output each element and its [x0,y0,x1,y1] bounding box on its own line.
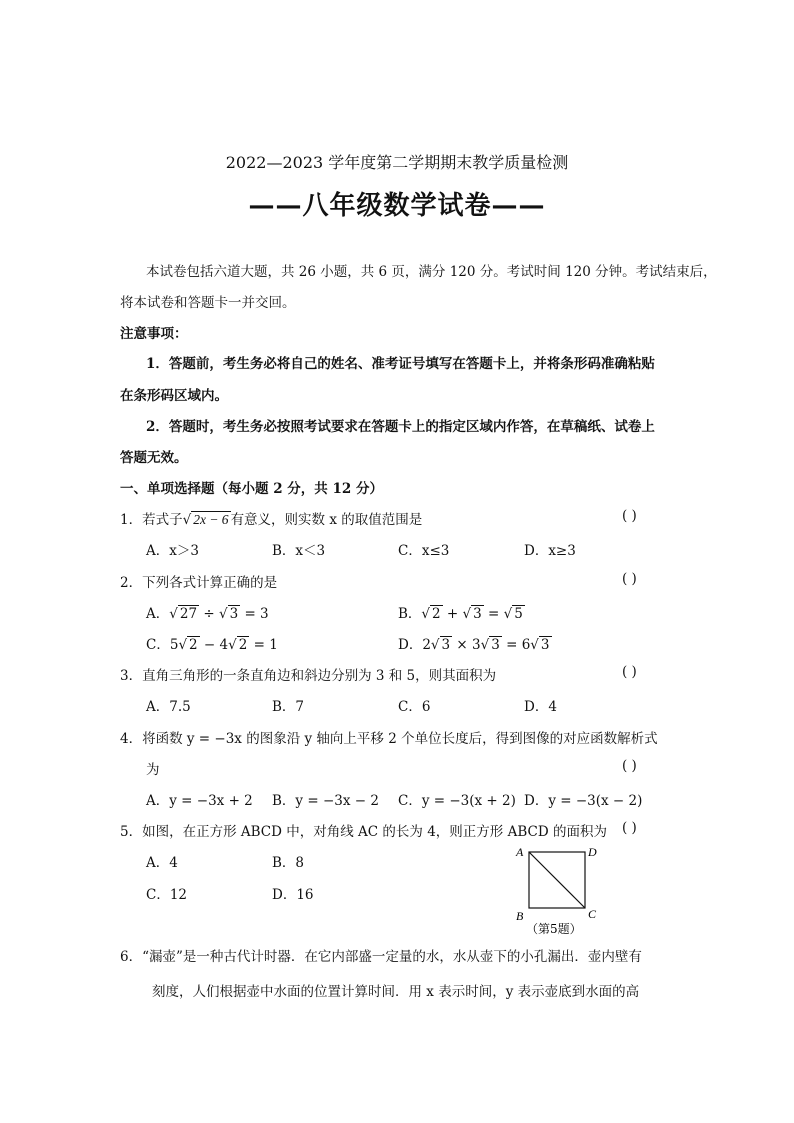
q1-option-a: A．x＞3 [146,543,199,559]
vertex-c-label: C [588,907,597,921]
q4-option-b: B．y = −3x − 2 [272,793,379,809]
intro-line-1: 本试卷包括六道大题，共 26 小题，共 6 页，满分 120 分。考试时间 120 分钟。考试结束后， [146,264,717,280]
q2-option-a: A．√ 27 ÷ √ 3 = 3 [146,606,269,622]
notes-heading: 注意事项： [120,326,188,342]
vertex-b-label: B [516,909,524,923]
q3-option-b: B．7 [272,699,305,715]
q5-option-d: D．16 [272,887,314,903]
note-2-line-1: 2．答题时，考生务必按照考试要求在答题卡上的指定区域内作答，在草稿纸、试卷上 [146,419,655,435]
question-4-stem-line-2: 为 [146,762,160,778]
q1-option-c: C．x≤3 [398,543,450,559]
q4-option-d: D．y = −3(x − 2) [524,793,643,809]
q3-option-a: A．7.5 [146,699,191,715]
vertex-d-label: D [588,845,597,859]
q5-square-figure [510,842,606,938]
q2-option-d: D．2√ 3 × 3√ 3 = 6√ 3 [398,637,550,653]
q5-option-a: A．4 [146,855,178,871]
q1-option-d: D．x≥3 [524,543,576,559]
note-1-line-1: 1．答题前，考生务必将自己的姓名、准考证号填写在答题卡上，并将条形码准确粘贴 [146,356,655,372]
q1-pre: 1．若式子 [120,512,183,528]
q1-answer-bracket: ( ) [622,508,637,524]
exam-title: 2022—2023 学年度第二学期期末教学质量检测 [225,153,569,172]
intro-line-2: 将本试卷和答题卡一并交回。 [120,295,296,311]
q3-answer-bracket: ( ) [622,664,637,680]
q3-option-d: D．4 [524,699,557,715]
question-5-stem: 5．如图，在正方形 ABCD 中，对角线 AC 的长为 4，则正方形 ABCD 的面积为 [120,824,607,840]
q1-option-b: B．x＜3 [272,543,326,559]
q4-option-c: C．y = −3(x + 2) [398,793,516,809]
question-1-stem: 1．若式子√ 2x − 6 有意义，则实数 x 的取值范围是 [120,512,423,528]
question-6-line-2: 刻度，人们根据壶中水面的位置计算时间．用 x 表示时间，y 表示壶底到水面的高 [152,984,640,1000]
section-1-heading: 一、单项选择题（每小题 2 分，共 12 分） [120,481,383,497]
note-1-line-2: 在条形码区域内。 [120,388,228,404]
q4-option-a: A．y = −3x + 2 [146,793,253,809]
q4-answer-bracket: ( ) [622,758,637,774]
q2-option-b: B．√ 2 + √ 3 = √ 5 [398,606,523,622]
exam-subtitle: ——八年级数学试卷—— [248,191,546,221]
vertex-a-label: A [516,845,524,859]
q2-option-c: C．5√ 2 − 4√ 2 = 1 [146,637,278,653]
q3-option-c: C．6 [398,699,431,715]
question-3-stem: 3．直角三角形的一条直角边和斜边分别为 3 和 5，则其面积为 [120,668,497,684]
q5-option-c: C．12 [146,887,188,903]
q2-answer-bracket: ( ) [622,571,637,587]
question-2-stem: 2．下列各式计算正确的是 [120,575,278,591]
q1-post: 有意义，则实数 x 的取值范围是 [230,512,423,528]
q5-option-b: B．8 [272,855,305,871]
note-2-line-2: 答题无效。 [120,450,188,466]
q5-answer-bracket: ( ) [622,820,637,836]
q1-radicand: 2x − 6 [193,512,229,527]
question-4-stem-line-1: 4．将函数 y = −3x 的图象沿 y 轴向上平移 2 个单位长度后，得到图像的对应函数解析式 [120,731,658,747]
figure-caption: （第5题） [526,922,582,936]
question-6-line-1: 6．“漏壶”是一种古代计时器．在它内部盛一定量的水，水从壶下的小孔漏出．壶内壁有 [120,949,642,965]
diagonal-ac [529,852,585,908]
